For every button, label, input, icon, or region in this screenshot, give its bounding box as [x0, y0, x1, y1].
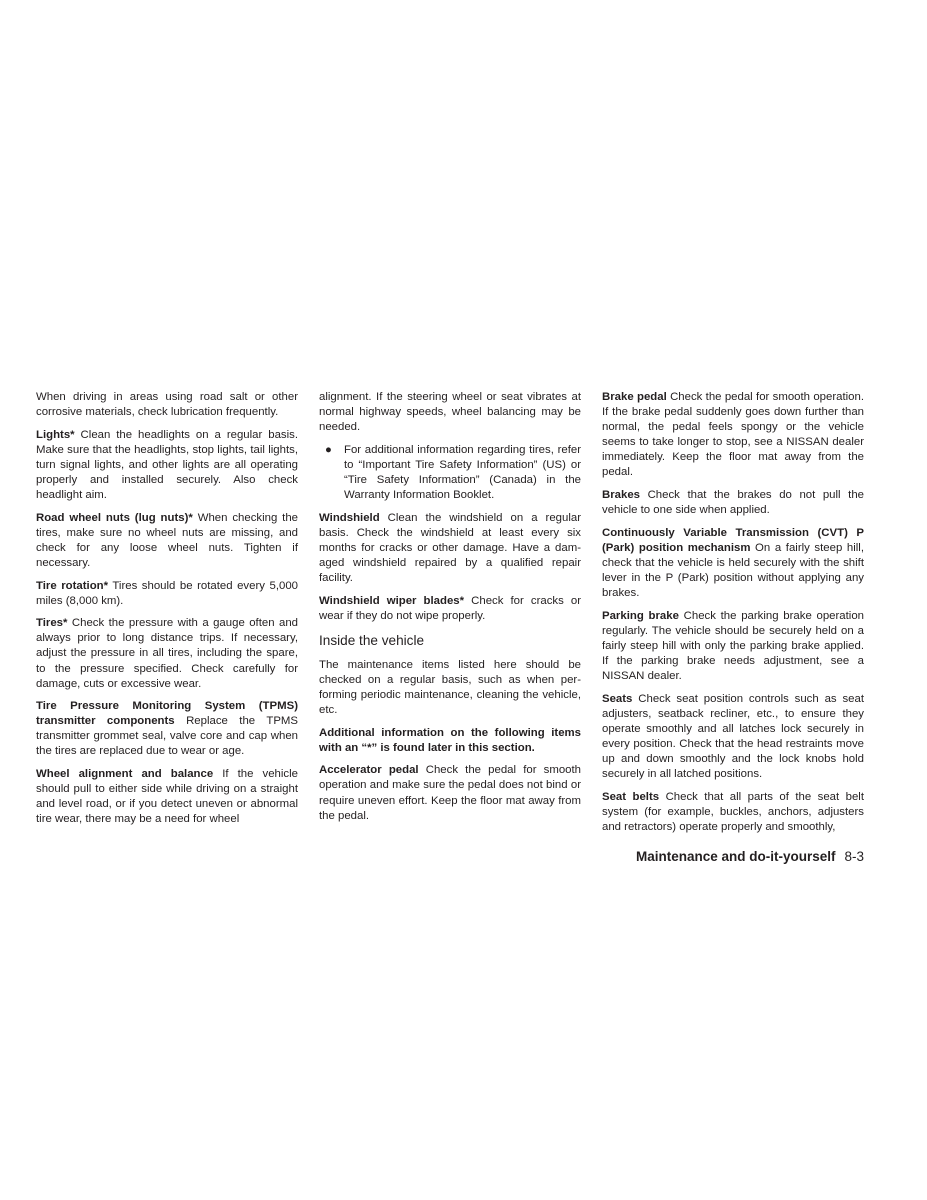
- tpms-heading: Tire Pressure Monitoring System (TPMS) transmitter components: [36, 700, 298, 728]
- accelerator-text: Check the pedal for smooth operation and make sure the pedal does not bind or require uneven effort. Keep the floor mat away from the pedal.: [319, 764, 581, 822]
- cvt-text: On a fairly steep hill, check that the vehicle is held securely with the shift lever in the P (Park) position without applying any brakes.: [602, 541, 864, 600]
- wheel-nuts-paragraph: [36, 511, 298, 571]
- brakes-paragraph: [602, 488, 864, 518]
- section-title: Maintenance and do-it-yourself: [635, 849, 836, 864]
- tires-paragraph: [36, 616, 298, 691]
- brakes-heading: Brakes: [602, 489, 640, 502]
- tire-info-bullet-text: For additional information regarding tires, refer to “Important Tire Safety Information” (US) or “Tire Safety Information” (Canada) in the Warranty Information Booklet.: [344, 443, 581, 502]
- inside-vehicle-paragraph: The maintenance items listed here should be checked on a regular basis, such as when performing periodic maintenance, cleaning the vehicle, etc.: [319, 658, 581, 717]
- wiper-paragraph: [319, 594, 581, 624]
- seats-heading: Seats: [602, 692, 633, 705]
- page-footer: [636, 849, 864, 864]
- cvt-paragraph: [602, 526, 864, 601]
- lights-paragraph: [36, 428, 298, 503]
- seat-belts-heading: Seat belts: [602, 790, 660, 803]
- tire-rotation-paragraph: [36, 579, 298, 609]
- brake-pedal-paragraph: [602, 390, 864, 481]
- windshield-heading: Windshield: [319, 511, 380, 524]
- bullet-icon: ●: [325, 443, 332, 456]
- additional-info-note: [319, 726, 581, 756]
- parking-brake-text: Check the parking brake operation regularly. The vehicle should be securely held on a fairly steep hill with only the parking brake applied. If the parking brake needs adjustment, see a NISSAN dealer.: [602, 609, 865, 683]
- parking-brake-heading: Parking brake: [602, 609, 679, 622]
- wheel-alignment-heading: Wheel alignment and balance: [36, 768, 214, 781]
- seat-belts-paragraph: [602, 790, 864, 835]
- tpms-text: Replace the TPMS transmitter grommet seal, valve core and cap when the tires are replaced due to wear or age.: [36, 715, 298, 758]
- accelerator-heading: Accelerator pedal: [319, 764, 419, 777]
- seats-text: Check seat position controls such as seat adjusters, seatback recliner, etc., to ensure they operate smoothly and all latches lock securely in every position. Check that the head restraints move up and down smoothly and the lock knobs hold securely in all latched positions.: [602, 692, 864, 781]
- wheel-alignment-paragraph: [36, 767, 298, 827]
- column-middle: [319, 390, 581, 831]
- additional-info-note-text: Additional information on the following items with an “*” is found later in this section.: [319, 726, 581, 754]
- cvt-heading: Continuously Variable Transmission (CVT) P (Park) position mechanism: [602, 526, 864, 554]
- tpms-paragraph: [36, 699, 298, 759]
- parking-brake-paragraph: [602, 609, 864, 684]
- brake-pedal-text: Check the pedal for smooth operation. If the brake pedal suddenly goes down further than normal, the pedal feels spongy or the vehicle seems to take longer to stop, see a NISSAN dealer immediately. Keep the floor mat away from the pedal.: [602, 391, 864, 479]
- lights-heading: Lights*: [36, 428, 75, 441]
- seats-paragraph: [602, 692, 864, 783]
- page-number: 8-3: [844, 849, 864, 864]
- wheel-alignment-continued: alignment. If the steering wheel or seat vibrates at normal highway speeds, wheel balancing may be needed.: [319, 391, 581, 434]
- wiper-heading: Windshield wiper blades*: [319, 594, 465, 607]
- tire-rotation-heading: Tire rotation*: [36, 579, 109, 592]
- wheel-nuts-text: When checking the tires, make sure no wheel nuts are missing, and check for any loose wheel nuts. Tighten if necessary.: [36, 511, 298, 569]
- windshield-text: Clean the windshield on a regular basis. Check the windshield at least every six months for cracks or other damage. Have a damaged windshield repaired by a qualified repair facility.: [319, 511, 581, 585]
- tire-info-bullet: [319, 443, 581, 503]
- seat-belts-text: Check that all parts of the seat belt system (for example, buckles, anchors, adjusters and retractors) operate properly and smoothly,: [602, 790, 864, 833]
- intro-paragraph: When driving in areas using road salt or other corrosive materials, check lubrication frequently.: [36, 391, 298, 419]
- wheel-nuts-heading: Road wheel nuts (lug nuts)*: [36, 511, 193, 524]
- brakes-text: Check that the brakes do not pull the vehicle to one side when applied.: [602, 489, 864, 517]
- tires-text: Check the pressure with a gauge often and always prior to long distance trips. If necessary, adjust the pressure in all tires, including the spare, to the pressure specified. Check carefully for damage, cuts or excessive wear.: [36, 617, 298, 690]
- wiper-text: Check for cracks or wear if they do not wipe properly.: [319, 594, 581, 622]
- inside-vehicle-heading: Inside the vehicle: [319, 632, 425, 648]
- tires-heading: Tires*: [36, 617, 68, 630]
- windshield-paragraph: [319, 511, 581, 586]
- tire-rotation-text: Tires should be rotated every 5,000 miles (8,000 km).: [36, 579, 298, 607]
- brake-pedal-heading: Brake pedal: [602, 391, 667, 403]
- lights-text: Clean the headlights on a regular basis. Make sure that the headlights, stop lights, tail lights, turn signal lights, and other lights are all operating properly and installed securely. Also check headlight aim.: [36, 428, 298, 502]
- column-right: [602, 390, 864, 843]
- wheel-alignment-text: If the vehicle should pull to either side while driving on a straight and level road, or if you detect uneven or abnormal tire wear, there may be a need for wheel: [36, 768, 298, 826]
- accelerator-paragraph: [319, 763, 581, 823]
- column-left: [36, 390, 298, 835]
